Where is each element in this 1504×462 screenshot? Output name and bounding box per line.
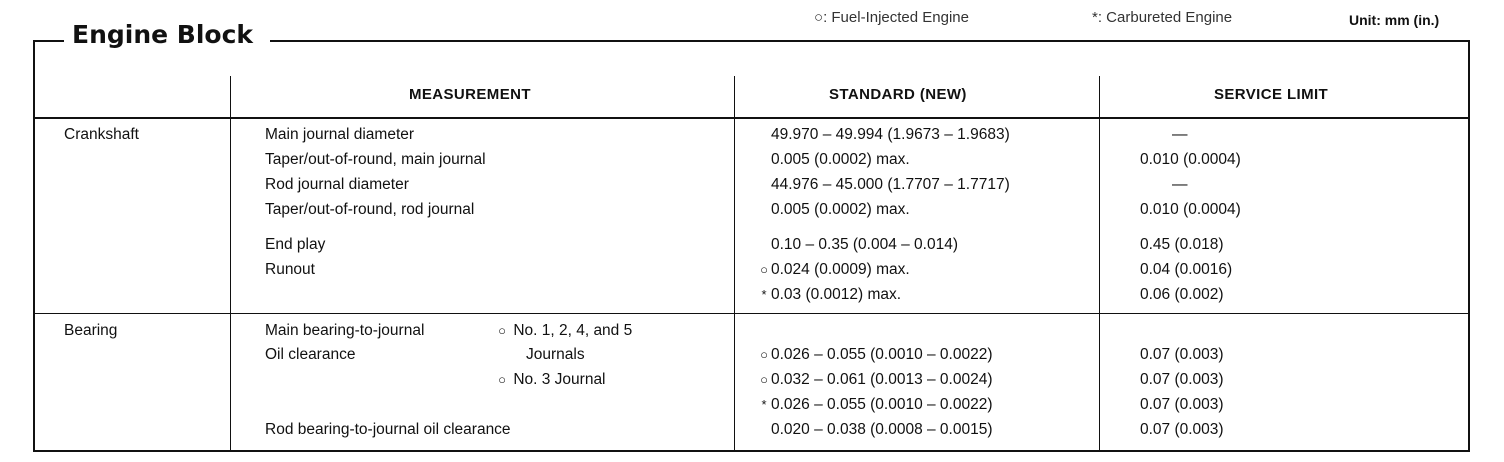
measurement-end-play: End play — [265, 236, 326, 253]
measurement-rod-journal-diameter: Rod journal diameter — [265, 176, 409, 193]
fuel-injected-icon: ○ — [760, 347, 768, 362]
measurement-taper-rod-journal: Taper/out-of-round, rod journal — [265, 201, 475, 218]
limit-oil-clearance-journal-3: 0.07 (0.003) — [1140, 371, 1224, 388]
header-standard: STANDARD (NEW) — [829, 86, 967, 103]
journals-1-2-4-5-text: No. 1, 2, 4, and 5 — [513, 322, 633, 339]
frame-right — [1468, 40, 1470, 452]
section-divider — [33, 313, 1470, 314]
fuel-injected-label: : Fuel-Injected Engine — [823, 9, 969, 26]
limit-oil-clearance-carbureted: 0.07 (0.003) — [1140, 396, 1224, 413]
measurement-main-bearing-label: Main bearing-to-journal — [265, 322, 425, 339]
measurement-taper-main-journal: Taper/out-of-round, main journal — [265, 151, 486, 168]
standard-taper-rod-journal — [757, 201, 910, 219]
fuel-injected-icon: ○ — [498, 372, 506, 387]
carbureted-mark: * — [1092, 9, 1098, 26]
legend-carbureted — [1092, 9, 1232, 26]
limit-runout-carbureted: 0.06 (0.002) — [1140, 286, 1224, 303]
standard-runout-fuel-injected — [757, 261, 910, 279]
fuel-injected-icon: ○ — [498, 323, 506, 338]
standard-end-play — [757, 236, 958, 254]
frame-top-right — [270, 40, 1470, 42]
limit-main-journal-diameter: — — [1172, 126, 1188, 143]
journals-label: Journals — [526, 346, 585, 363]
journal-3-label — [495, 371, 606, 389]
legend-fuel-injected — [814, 9, 969, 26]
header-service-limit: SERVICE LIMIT — [1214, 86, 1329, 103]
standard-value: 0.005 (0.0002) max. — [771, 151, 910, 168]
column-divider-3 — [1099, 76, 1100, 450]
limit-runout-fuel-injected: 0.04 (0.0016) — [1140, 261, 1233, 278]
standard-value: 0.020 – 0.038 (0.0008 – 0.0015) — [771, 421, 993, 438]
column-divider-1 — [230, 76, 231, 450]
frame-bottom — [33, 450, 1470, 452]
category-crankshaft: Crankshaft — [64, 126, 139, 143]
standard-value: 0.03 (0.0012) max. — [771, 286, 902, 303]
measurement-main-journal-diameter: Main journal diameter — [265, 126, 415, 143]
limit-oil-clearance-journals-1-2-4-5: 0.07 (0.003) — [1140, 346, 1224, 363]
header-divider — [33, 117, 1470, 119]
fuel-injected-mark: ○ — [814, 9, 824, 26]
standard-value: 0.005 (0.0002) max. — [771, 201, 910, 218]
carbureted-label: : Carbureted Engine — [1097, 9, 1233, 26]
standard-value: 0.024 (0.0009) max. — [771, 261, 910, 278]
journal-3-text: No. 3 Journal — [513, 371, 606, 388]
standard-oil-clearance-carbureted — [757, 396, 993, 414]
limit-rod-bearing-oil-clearance: 0.07 (0.003) — [1140, 421, 1224, 438]
frame-top-left — [33, 40, 64, 42]
limit-rod-journal-diameter: — — [1172, 176, 1188, 193]
carbureted-icon: * — [761, 397, 767, 412]
category-bearing: Bearing — [64, 322, 118, 339]
limit-taper-rod-journal: 0.010 (0.0004) — [1140, 201, 1241, 218]
fuel-injected-icon: ○ — [760, 372, 768, 387]
journals-1-2-4-5-label — [495, 322, 632, 340]
standard-oil-clearance-journals-1-2-4-5 — [757, 346, 993, 364]
limit-end-play: 0.45 (0.018) — [1140, 236, 1224, 253]
standard-rod-bearing-oil-clearance — [757, 421, 993, 439]
fuel-injected-icon: ○ — [760, 262, 768, 277]
carbureted-icon: * — [761, 287, 767, 302]
standard-value: 0.026 – 0.055 (0.0010 – 0.0022) — [771, 396, 993, 413]
measurement-runout: Runout — [265, 261, 315, 278]
section-title: Engine Block — [72, 20, 254, 49]
standard-runout-carbureted — [757, 286, 901, 304]
measurement-oil-clearance-label: Oil clearance — [265, 346, 356, 363]
standard-value: 0.032 – 0.061 (0.0013 – 0.0024) — [771, 371, 993, 388]
standard-taper-main-journal — [757, 151, 910, 169]
limit-taper-main-journal: 0.010 (0.0004) — [1140, 151, 1241, 168]
standard-value: 44.976 – 45.000 (1.7707 – 1.7717) — [771, 176, 1010, 193]
standard-value: 49.970 – 49.994 (1.9673 – 1.9683) — [771, 126, 1010, 143]
unit-label: Unit: mm (in.) — [1349, 12, 1440, 28]
standard-value: 0.026 – 0.055 (0.0010 – 0.0022) — [771, 346, 993, 363]
column-divider-2 — [734, 76, 735, 450]
standard-rod-journal-diameter — [757, 176, 1010, 194]
header-measurement: MEASUREMENT — [409, 86, 531, 103]
standard-value: 0.10 – 0.35 (0.004 – 0.014) — [771, 236, 959, 253]
standard-oil-clearance-journal-3 — [757, 371, 993, 389]
measurement-rod-bearing-oil-clearance: Rod bearing-to-journal oil clearance — [265, 421, 511, 438]
standard-main-journal-diameter — [757, 126, 1010, 144]
frame-left — [33, 40, 35, 452]
